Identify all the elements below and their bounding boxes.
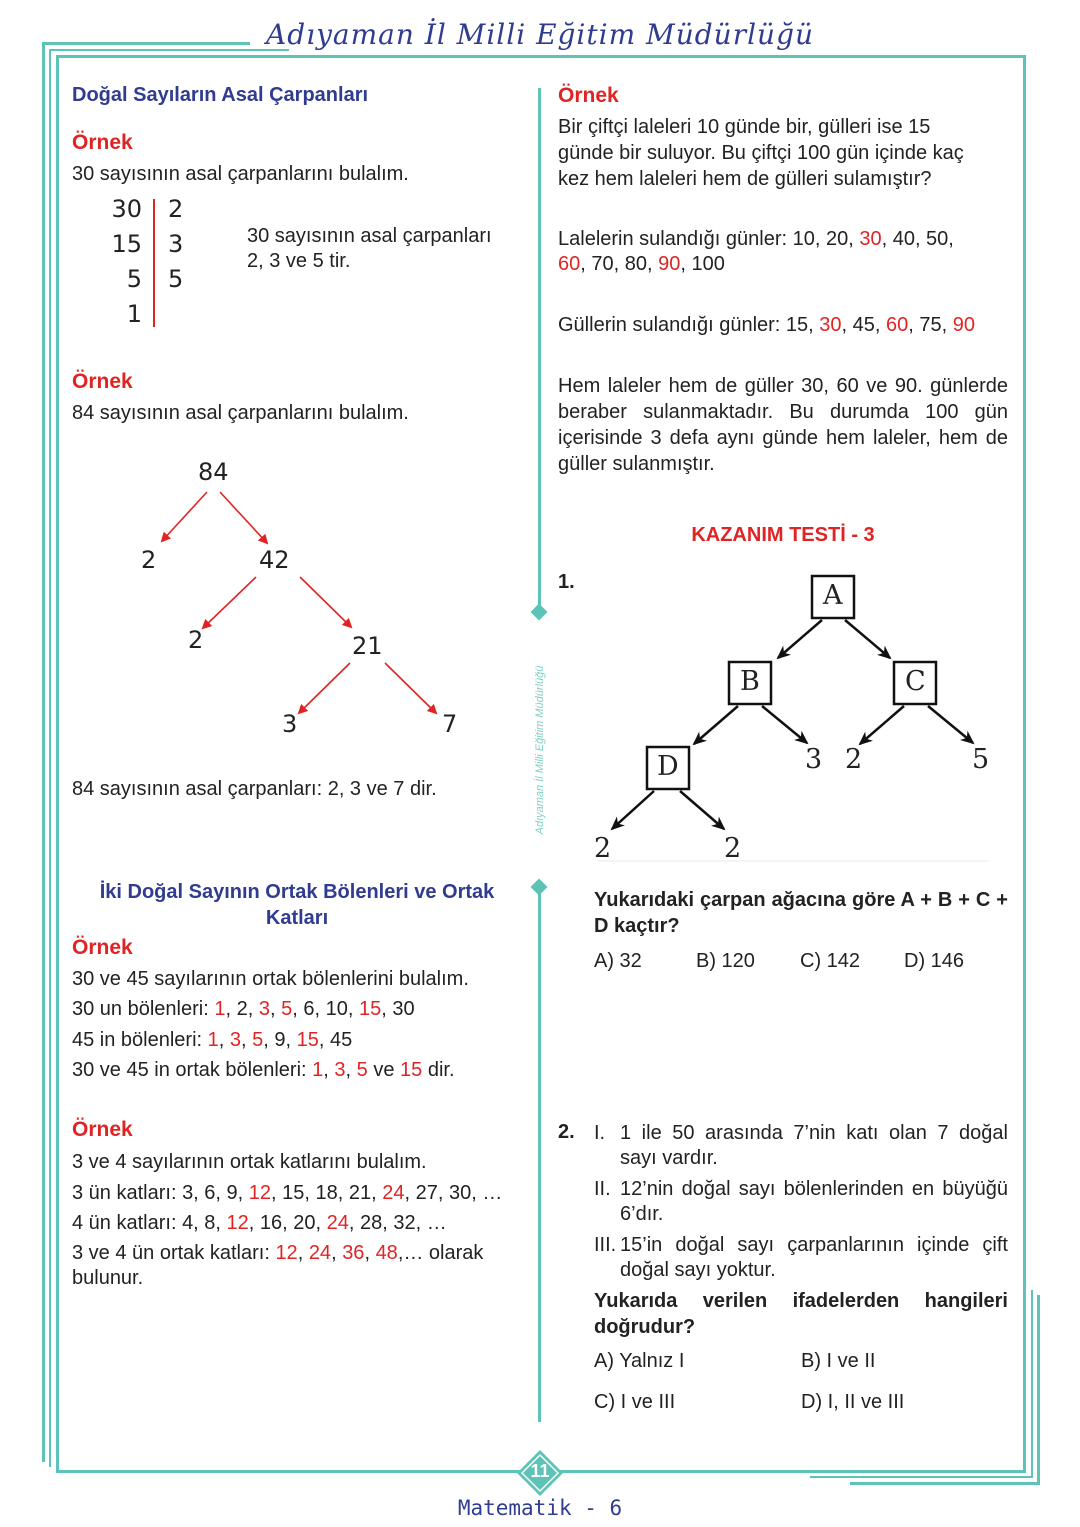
tree-leaf-d2a: 2 [594,833,612,864]
divisors-30-values [214,998,414,1020]
ladder-left-1: 15 [111,230,142,258]
ladder-right-1: 3 [168,230,184,258]
statement3-line2: doğal sayı yoktur. [620,1259,776,1281]
example1-label: Örnek [72,131,133,154]
example3-label: Örnek [72,936,133,959]
common-multiples-prefix: 3 ve 4 ün ortak katları: [72,1242,276,1264]
highlighted-number: 15 [400,1059,423,1081]
plain-text: 15, [785,314,820,336]
plain-text: , [263,1029,275,1051]
highlighted-number: 1 [214,998,226,1020]
tree-node-2a: 2 [141,546,157,574]
statement3-label: III. [594,1234,617,1256]
q1-option-d[interactable]: D) 146 [904,950,965,972]
side-watermark-text: Adıyaman İl Milli Eğitim Müdürlüğü [534,665,546,835]
divisors-45-line [72,1027,352,1053]
highlighted-number: 3 [334,1059,346,1081]
highlighted-number: 24 [308,1242,332,1264]
right-example-label: Örnek [558,84,619,107]
plain-text: dir. [422,1059,455,1081]
highlighted-number: 12 [248,1182,272,1204]
multiples-3-values [182,1182,502,1204]
plain-text: , [285,1029,297,1051]
highlighted-number: 30 [859,228,882,250]
divisors-30-line [72,996,415,1022]
highlighted-number: 3 [258,998,270,1020]
tree-label-B: B [740,666,760,697]
highlighted-number: 12 [226,1212,249,1234]
q2-option-c[interactable]: C) I ve III [594,1391,676,1413]
example1-result-line2: 2, 3 ve 5 tir. [247,250,351,272]
plain-text: , [292,998,304,1020]
highlighted-number: 48 [375,1242,398,1264]
plain-text: , 45, [841,314,887,336]
highlighted-number: 15 [296,1029,319,1051]
section1-title: Doğal Sayıların Asal Çarpanları [72,84,369,106]
statement1-label: I. [594,1122,606,1144]
plain-text: , [247,998,259,1020]
highlighted-number: 90 [658,253,681,275]
plain-text: 10 [325,998,348,1020]
plain-text: , 70, 80, [580,253,659,275]
ladder-left-2: 5 [126,265,142,293]
multiples-3-line [72,1180,502,1206]
statement1-line1: 1 ile 50 arasında 7’nin katı olan 7 doğal [620,1122,1008,1144]
plain-text: 3, 6, 9, [182,1182,249,1204]
question1-text: Yukarıdaki çarpan ağacına göre A + B + C + D kaçtır? [594,889,1008,937]
plain-text: 6 [303,998,315,1020]
plain-text: ve [367,1059,401,1081]
example1-question: 30 sayısının asal çarpanlarını bulalım. [72,163,409,185]
plain-text: 45 [330,1029,353,1051]
tree-leaf-b3: 3 [805,744,823,775]
plain-text: , [241,1029,253,1051]
plain-text: , 100 [680,253,725,275]
plain-text: , 40, 50, [881,228,954,250]
q1-option-c[interactable]: C) 142 [800,950,861,972]
plain-text: , 15, 18, 21, [271,1182,383,1204]
rose-days-prefix: Güllerin sulandığı günler: [558,314,786,336]
q2-option-b[interactable]: B) I ve II [801,1350,876,1372]
tree-label-C: C [905,666,926,697]
ladder-right-0: 2 [168,195,184,223]
multiples-4-prefix: 4 ün katları: [72,1212,183,1234]
divisors-45-values [208,1029,353,1051]
section2-title: İki Doğal Sayının Ortak Bölenleri ve Ortak Katları [99,881,495,929]
highlighted-number: 30 [819,314,842,336]
highlighted-number: 24 [382,1182,405,1204]
q2-option-a[interactable]: A) Yalnız I [594,1350,685,1372]
ladder-left-0: 30 [111,195,142,223]
header-title: Adıyaman İl Milli Eğitim Müdürlüğü [265,18,815,51]
tree-node-21: 21 [352,632,383,660]
plain-text: 30 [392,998,415,1020]
plain-text: , [345,1059,357,1081]
plain-text: 4, 8, [182,1212,227,1234]
plain-text: , [297,1242,309,1264]
highlighted-number: 15 [358,998,382,1020]
tree-leaf-d2b: 2 [724,833,742,864]
q1-option-b[interactable]: B) 120 [696,950,755,972]
statement3-line1: 15’in doğal sayı çarpanlarının içinde çift [620,1234,1008,1256]
highlighted-number: 5 [281,998,293,1020]
highlighted-number: 12 [275,1242,298,1264]
divisors-45-prefix: 45 in bölenleri: [72,1029,208,1051]
highlighted-number: 90 [952,314,975,336]
plain-text: , [318,1029,331,1051]
highlighted-number: 36 [342,1242,365,1264]
multiples-4-values [182,1212,447,1234]
highlighted-number: 3 [229,1029,242,1051]
tree-node-42: 42 [259,546,290,574]
highlighted-number: 60 [558,253,581,275]
plain-text: , 28, 32, … [348,1212,447,1234]
highlighted-number: 5 [252,1029,264,1051]
statement2-line2: 6’dır. [620,1203,664,1225]
common-multiples-line [72,1240,483,1266]
statement1-line2: sayı vardır. [620,1147,718,1169]
tree-label-A: A [823,580,843,611]
plain-text: , 27, 30, … [404,1182,503,1204]
plain-text: , [323,1059,335,1081]
example2-question: 84 sayısının asal çarpanlarını bulalım. [72,402,409,424]
question2-text: Yukarıda verilen ifadelerden hangileri doğrudur? [594,1290,1008,1338]
example2-label: Örnek [72,370,133,393]
highlighted-number: 5 [356,1059,368,1081]
plain-text: , [381,998,393,1020]
footer-subject: Matematik - 6 [457,1496,623,1520]
divisors-30-prefix: 30 un bölenleri: [72,998,215,1020]
highlighted-number: 1 [312,1059,324,1081]
plain-text: ,… olarak [397,1242,484,1264]
plain-text: , [269,998,282,1020]
example1-result-line1: 30 sayısının asal çarpanları [247,225,492,247]
highlighted-number: 60 [886,314,909,336]
statement2-label: II. [594,1178,611,1200]
q1-option-a[interactable]: A) 32 [594,950,642,972]
plain-text: , [347,998,359,1020]
common-multiples-values [275,1242,483,1264]
plain-text: , 16, 20, [248,1212,327,1234]
example4-question: 3 ve 4 sayılarının ortak katlarını bulalım. [72,1151,427,1173]
tree-label-D: D [657,751,679,782]
plain-text: , [331,1242,343,1264]
tree-node-7: 7 [442,710,458,738]
example4-label: Örnek [72,1118,133,1141]
tree-node-3: 3 [282,710,298,738]
highlighted-number: 1 [207,1029,219,1051]
q2-option-d[interactable]: D) I, II ve III [801,1391,905,1413]
common-divisors-line [72,1057,455,1083]
tree-leaf-c2: 2 [845,744,863,775]
plain-text: , [364,1242,376,1264]
plain-text: 2 [236,998,248,1020]
plain-text: , [314,998,326,1020]
tree-node-2b: 2 [188,626,204,654]
plain-text: , [218,1029,230,1051]
common-divisors-prefix: 30 ve 45 in ortak bölenleri: [72,1059,313,1081]
plain-text: 10, 20, [792,228,860,250]
common-divisors-values [312,1059,454,1081]
tree-node-84: 84 [198,458,229,486]
farmer-conclusion: Hem laleler hem de güller 30, 60 ve 90. günlerde beraber sulanmaktadır. Bu durumda 100 gün içerisinde 3 defa aynı günde hem laleler, hem de güller sulanmıştır. [558,375,1008,475]
example3-question: 30 ve 45 sayılarının ortak bölenlerini bulalım. [72,968,469,990]
test-title: KAZANIM TESTİ - 3 [691,524,875,546]
page-number: 11 [530,1461,550,1481]
plain-text: 9 [274,1029,286,1051]
tulip-days-prefix: Lalelerin sulandığı günler: [558,228,793,250]
question2-number: 2. [558,1121,575,1143]
statement2-line1: 12’nin doğal sayı bölenlerinden en büyüğü [620,1178,1008,1200]
multiples-4-line [72,1210,447,1236]
highlighted-number: 24 [326,1212,349,1234]
example2-result: 84 sayısının asal çarpanları: 2, 3 ve 7 dir. [72,778,437,800]
ladder-left-3: 1 [126,300,142,328]
plain-text: , 75, [908,314,953,336]
ladder-right-2: 5 [168,265,184,293]
farmer-problem: Bir çiftçi laleleri 10 günde bir, gülleri ise 15 günde bir suluyor. Bu çiftçi 100 gün içinde kaç kez hem laleleri hem de gülleri sulamıştır? [558,116,964,190]
multiples-3-prefix: 3 ün katları: [72,1182,183,1204]
plain-text: , [225,998,237,1020]
question1-number: 1. [558,571,575,593]
common-multiples-end: bulunur. [72,1267,144,1289]
tree-leaf-c5: 5 [972,744,990,775]
